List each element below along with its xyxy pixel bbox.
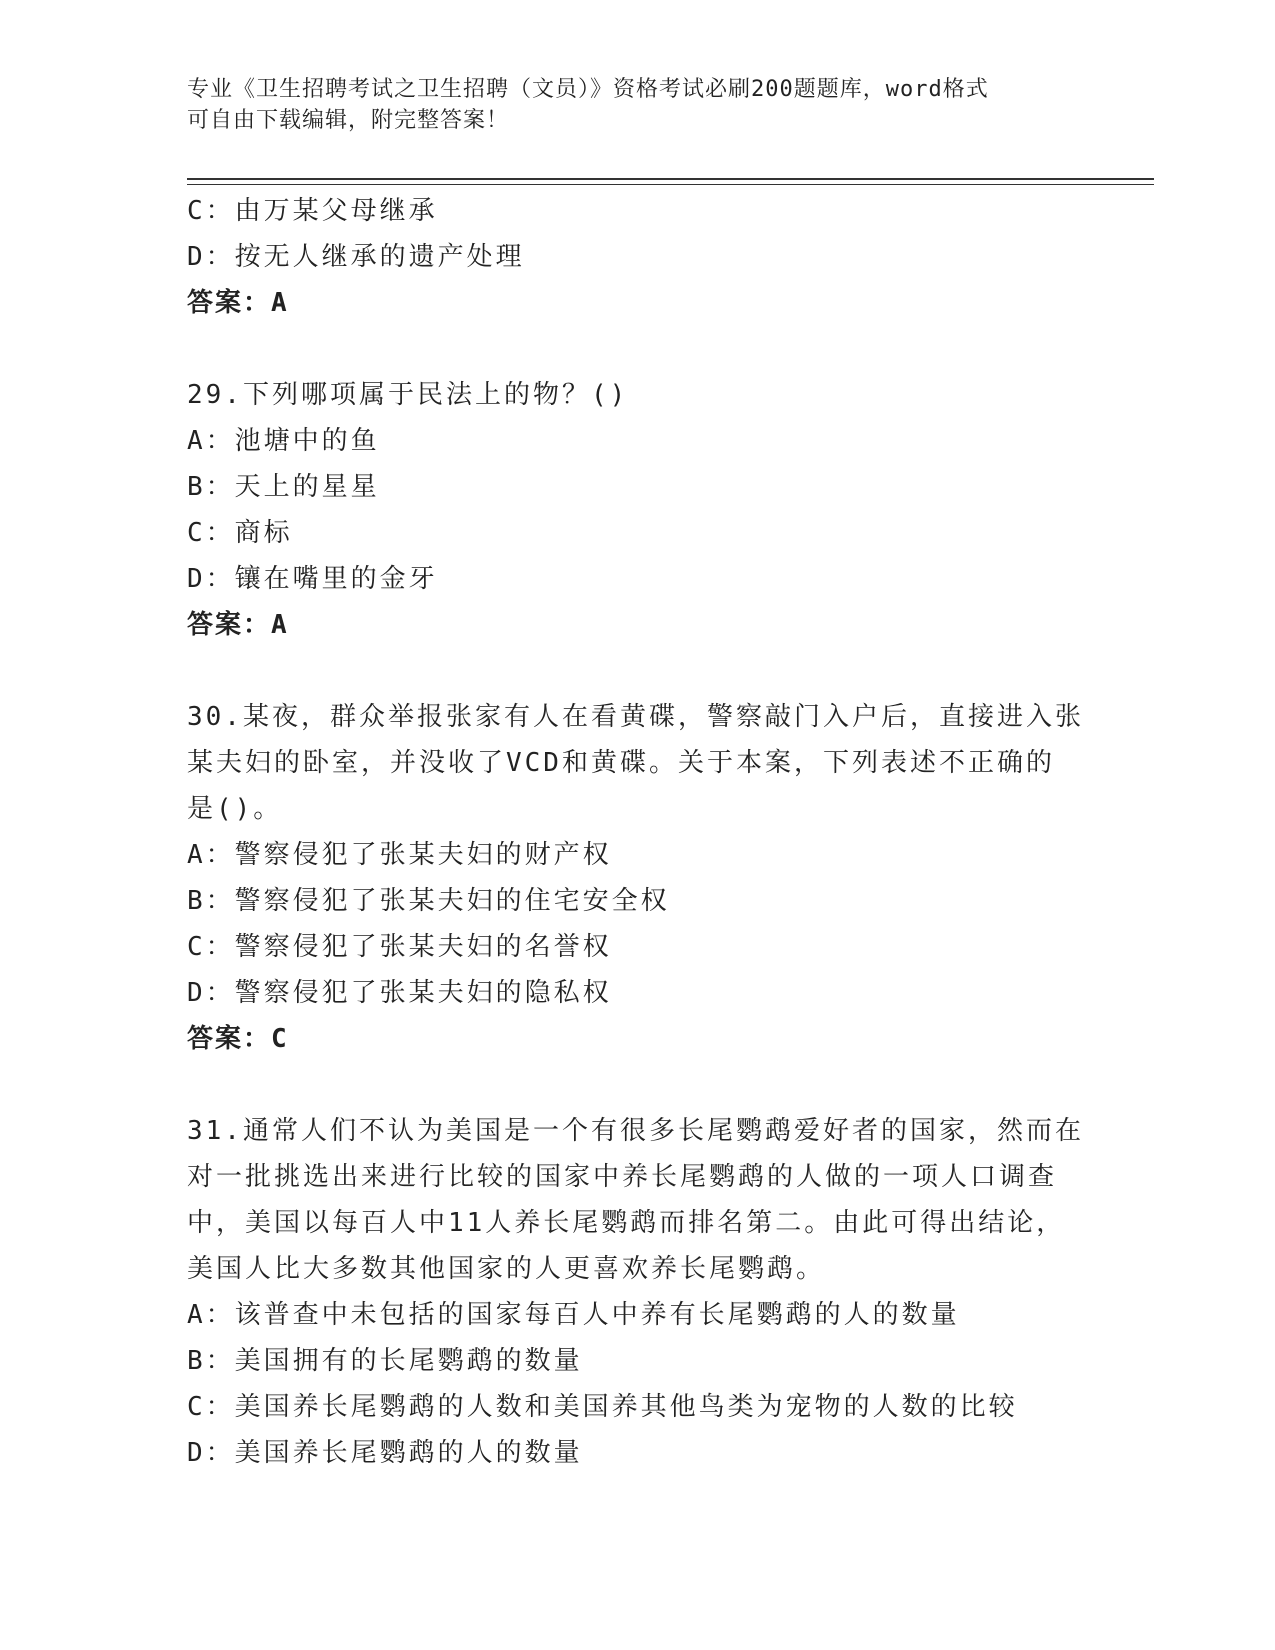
question-stem-line-1: 31.通常人们不认为美国是一个有很多长尾鹦鹉爱好者的国家，然而在	[187, 1116, 1084, 1146]
question-stem-line-2: 对一批挑选出来进行比较的国家中养长尾鹦鹉的人做的一项人口调查	[187, 1162, 1058, 1192]
header-rule-thin	[187, 184, 1154, 185]
option-d: D：美国养长尾鹦鹉的人的数量	[187, 1438, 583, 1468]
option-a: A：该普查中未包括的国家每百人中养有长尾鹦鹉的人的数量	[187, 1300, 960, 1330]
question-stem-line-3: 中，美国以每百人中11人养长尾鹦鹉而排名第二。由此可得出结论，	[187, 1208, 1066, 1238]
option-c: C：美国养长尾鹦鹉的人数和美国养其他鸟类为宠物的人数的比较	[187, 1392, 1018, 1422]
answer-line: 答案：A	[187, 610, 289, 640]
option-d: D：镶在嘴里的金牙	[187, 564, 438, 594]
option-c: C：商标	[187, 518, 293, 548]
question-stem-line-3: 是()。	[187, 794, 283, 824]
question-stem-line-2: 某夫妇的卧室，并没收了VCD和黄碟。关于本案，下列表述不正确的	[187, 748, 1055, 778]
header-rule-thick	[187, 178, 1154, 180]
option-d: D：按无人继承的遗产处理	[187, 242, 525, 272]
answer-line: 答案：C	[187, 1024, 289, 1054]
option-b: B：美国拥有的长尾鹦鹉的数量	[187, 1346, 583, 1376]
question-block-30	[187, 694, 1087, 1062]
option-c: C：由万某父母继承	[187, 196, 438, 226]
question-stem: 29.下列哪项属于民法上的物？()	[187, 380, 629, 410]
page-header	[187, 74, 1087, 136]
document-body	[187, 188, 1087, 1476]
option-d: D：警察侵犯了张某夫妇的隐私权	[187, 978, 612, 1008]
option-c: C：警察侵犯了张某夫妇的名誉权	[187, 932, 612, 962]
question-stem-line-1: 30.某夜，群众举报张家有人在看黄碟，警察敲门入户后，直接进入张	[187, 702, 1084, 732]
header-line-2: 可自由下载编辑，附完整答案！	[187, 108, 510, 133]
spacer	[187, 1062, 1087, 1108]
question-block-31	[187, 1108, 1087, 1476]
option-a: A：池塘中的鱼	[187, 426, 380, 456]
answer-line: 答案：A	[187, 288, 289, 318]
option-b: B：警察侵犯了张某夫妇的住宅安全权	[187, 886, 670, 916]
question-block-29	[187, 372, 1087, 648]
question-block-prev	[187, 188, 1087, 326]
option-b: B：天上的星星	[187, 472, 380, 502]
spacer	[187, 648, 1087, 694]
question-stem-line-4: 美国人比大多数其他国家的人更喜欢养长尾鹦鹉。	[187, 1254, 826, 1284]
option-a: A：警察侵犯了张某夫妇的财产权	[187, 840, 612, 870]
header-line-1: 专业《卫生招聘考试之卫生招聘（文员）》资格考试必刷200题题库，word格式	[187, 77, 989, 102]
spacer	[187, 326, 1087, 372]
